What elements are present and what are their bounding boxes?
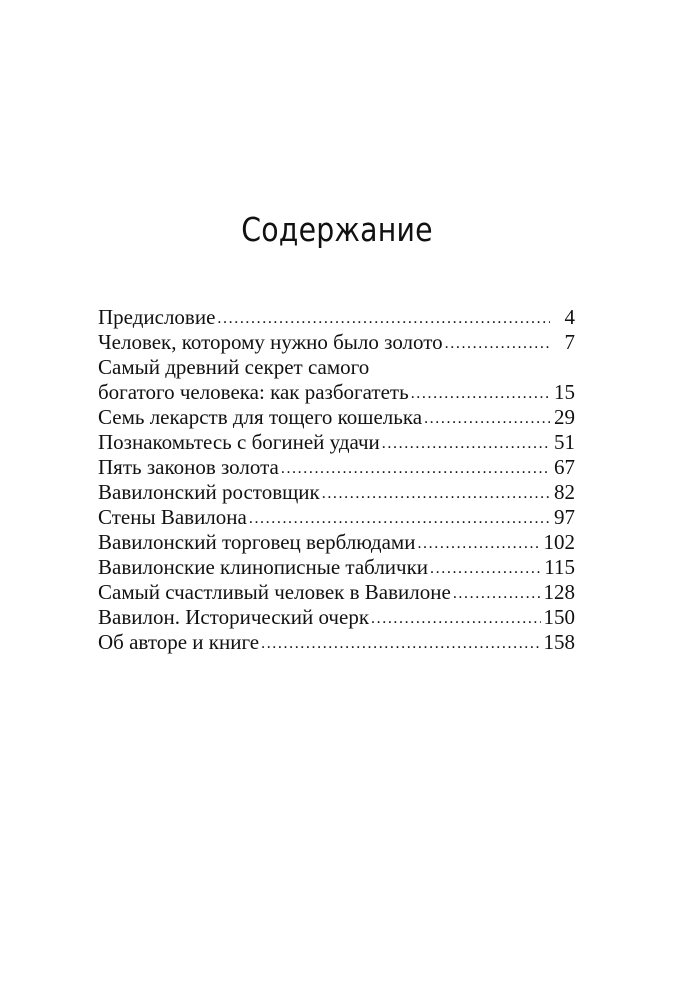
toc-entry[interactable] (98, 555, 575, 580)
toc-entry[interactable] (98, 580, 575, 605)
toc-entry-title: Вавилон. Исторический очерк (98, 605, 370, 629)
toc-entry[interactable] (98, 630, 575, 655)
toc-page-number: 115 (544, 555, 575, 579)
toc-page-number: 4 (564, 305, 575, 329)
toc-entry-title: Семь лекарств для тощего кошелька (98, 405, 423, 429)
toc-entry-continuation (98, 380, 575, 405)
dot-leader (371, 606, 540, 631)
toc-entry[interactable] (98, 430, 575, 455)
table-of-contents (98, 305, 575, 655)
dot-leader (424, 406, 550, 431)
toc-page-number: 150 (543, 605, 575, 629)
toc-page-number: 158 (543, 630, 575, 654)
toc-entry-title: Предисловие (98, 305, 216, 329)
dot-leader (249, 506, 550, 531)
toc-page-number: 15 (554, 380, 575, 404)
dot-leader (453, 581, 541, 606)
dot-leader (217, 306, 550, 331)
toc-entry-title: Вавилонский торговец верблюдами (98, 530, 416, 554)
toc-entry-title: Самый счастливый человек в Вавилоне (98, 580, 451, 604)
toc-entry[interactable] (98, 355, 575, 405)
toc-entry-title: Об авторе и книге (98, 630, 260, 654)
toc-page-number: 128 (543, 580, 575, 604)
dot-leader (417, 531, 540, 556)
page-title: Содержание (241, 210, 433, 249)
dot-leader (445, 331, 550, 356)
dot-leader (430, 556, 541, 581)
toc-entry-title: Познакомьтесь с богиней удачи (98, 430, 380, 454)
toc-entry-title-continued: богатого человека: как разбогатеть (98, 380, 409, 404)
toc-entry-title: Самый древний секрет самого (98, 355, 370, 379)
toc-entry[interactable] (98, 330, 575, 355)
toc-page-number: 29 (554, 405, 575, 429)
toc-entry[interactable] (98, 505, 575, 530)
toc-page-number: 51 (554, 430, 575, 454)
dot-leader (261, 631, 540, 656)
toc-page-number: 102 (543, 530, 575, 554)
toc-entry[interactable] (98, 480, 575, 505)
dot-leader (322, 481, 550, 506)
dot-leader (382, 431, 550, 456)
toc-entry-title: Вавилонский ростовщик (98, 480, 320, 504)
toc-entry-title: Пять законов золота (98, 455, 279, 479)
toc-entry[interactable] (98, 605, 575, 630)
toc-entry-title: Стены Вавилона (98, 505, 247, 529)
toc-entry[interactable] (98, 530, 575, 555)
toc-page-number: 67 (554, 455, 575, 479)
toc-page-number: 97 (554, 505, 575, 529)
toc-entry-title: Вавилонские клинописные таблички (98, 555, 429, 579)
dot-leader (411, 381, 550, 406)
toc-entry-title: Человек, которому нужно было золото (98, 330, 443, 354)
toc-entry[interactable] (98, 455, 575, 480)
dot-leader (281, 456, 550, 481)
toc-page-number: 7 (564, 330, 575, 354)
toc-entry[interactable] (98, 305, 575, 330)
toc-entry[interactable] (98, 405, 575, 430)
toc-page-number: 82 (554, 480, 575, 504)
